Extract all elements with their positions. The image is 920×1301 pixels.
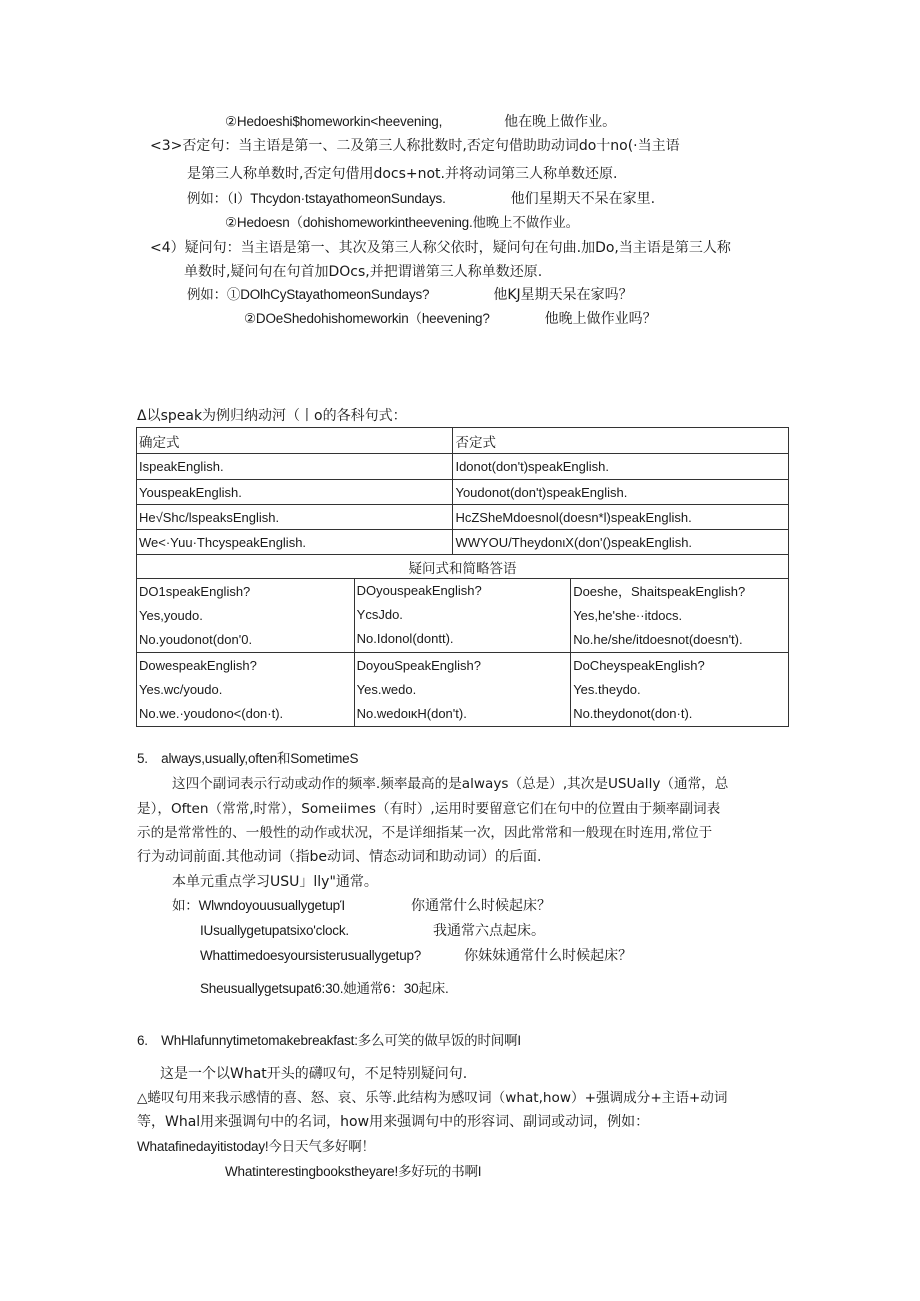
example-english: Whattimedoesyoursisterusuallygetup? [200,948,422,963]
affirmative-cell: We<·Yuu·ThcyspeakEnglish. [137,530,453,555]
negative-sentence-title: <3>否定句：当主语是第一、二及第三人称批数时,否定句借助助动词do十no(·当主语 [150,138,680,154]
question-cell [354,579,571,653]
example-chinese: 你通常什么时候起床？ [410,898,551,914]
section-5-paragraph: 是），Often（常常,时常），Someiimes（有时）,运用时要留意它们在句中的位置由于频率副词表 [137,801,721,817]
example-english: 例如：①DOlhCyStayathomeonSundays? [187,287,430,302]
yes-answer: YcsJdo. [356,607,403,622]
usually-example-4: Sheusuallygetsupat6:30.她通常6：30起床. [200,981,449,996]
question-sentence-title: <4）疑问句：当主语是第一、其次及第三人称父依时，疑问句在句曲.加Do,当主语是第三人称 [150,240,731,256]
example-chinese: 他在晚上做作业。 [504,114,617,130]
question-cell [137,579,355,653]
negative-cell: Youdonot(don't)speakEnglish. [453,480,789,505]
table-row [137,505,789,530]
no-answer: No.theydonot(don·t). [573,705,693,721]
example-english: ②Hedoeshi$homeworkin<heevening, [225,114,443,129]
section-5-paragraph: 行为动词前面.其他动词（指be动词、情态动词和助动词）的后面. [137,849,542,865]
question-example-2 [244,310,657,328]
affirmative-cell: IspeakEnglish. [137,454,453,480]
question-row [137,653,789,727]
table-header-row [137,428,789,454]
no-answer: No.he/she/itdoesnot(doesn't). [573,631,743,647]
negative-example-1 [187,190,655,208]
table-row [137,530,789,555]
yes-answer: Yes,youdo. [139,607,203,623]
example-chinese: 你妹妹通常什么时候起床？ [464,948,633,964]
negative-example-2: ②Hedoesn（dohishomeworkintheevening.他晚上不做作业。 [225,215,579,230]
example-english: IUsuallygetupatsixo'clock. [200,923,349,938]
yes-answer: Yes.theydo. [573,681,641,697]
speak-sentence-table [136,427,789,727]
section-5-focus: 本单元重点学习USU」lly"通常。 [172,874,378,890]
usually-example-1 [172,897,551,915]
question-text: DO1speakEnglish? [139,583,251,599]
question-cell [571,653,789,727]
question-text: DOyouspeakEnglish? [356,583,482,598]
table-caption: Δ以speak为例归纳动河（丨o的各科句式： [137,408,407,424]
example-english: 如：WlwndoyouusuallygetupΊ [172,898,345,913]
example-chinese: 他们星期天不呆在家里. [510,191,656,207]
no-answer: No.youdonot(don'0. [139,631,253,647]
table-row [137,480,789,505]
exclamation-example-2: Whatinterestingbookstheyare!多好玩的书啊I [225,1164,482,1179]
usually-example-3 [200,947,632,965]
section-5-paragraph: 这四个副词表示行动或动作的频率.频率最高的是always（总是）,其次是USUally（通常，总 [172,776,729,792]
example-chinese: 我通常六点起床。 [432,923,545,939]
yes-answer: Yes.wc/youdo. [139,681,223,697]
question-row [137,579,789,653]
question-text: DoyouSpeakEnglish? [356,657,481,673]
question-text: DowespeakEnglish? [139,657,257,673]
question-header-row [137,555,789,579]
section-5-heading: 5. always,usually,often和SometimeS [137,751,359,766]
example-english: 例如：（I）Thcydon·tstayathomeonSundays. [187,191,446,206]
affirmative-cell: He√Shc/lspeaksEnglish. [137,505,453,530]
negative-header: 否定式 [453,428,789,454]
yes-answer: Yes.wedo. [356,681,417,697]
example-english: ②DOeShedohishomeworkin（heevening? [244,311,490,326]
table-row [137,454,789,480]
exclamation-example-1: Whatafinedayitistoday!今日天气多好啊！ [137,1139,375,1154]
affirmative-cell: YouspeakEnglish. [137,480,453,505]
question-example-1 [187,286,633,304]
section-5-paragraph: 示的是常常性的、一般性的动作或状况，不是详细指某一次，因此常常和一般现在时连用,常位于 [137,825,713,841]
question-text: Doeshe，ShaitspeakEnglish? [573,583,746,599]
usually-example-2 [200,922,545,940]
question-cell [571,579,789,653]
neg-example-line [225,113,616,131]
affirmative-header: 确定式 [137,428,453,454]
question-sentence-rule: 单数时,疑问句在句首加DOcs,并把谓谱第三人称单数还原. [184,264,543,280]
section-6-heading: 6. WhHlafunnytimetomakebreakfast:多么可笑的做早饭的时间啊I [137,1033,521,1048]
question-cell [137,653,355,727]
negative-sentence-rule: 是第三人称单数时,否定句借用docs+not.并将动词第三人称单数还原. [187,166,618,182]
question-header: 疑问式和简略答语 [137,555,789,579]
yes-answer: Yes,he'she··itdocs. [573,607,683,623]
section-6-paragraph: 这是一个以What开头的礴叹句，不足特别疑问句. [160,1066,468,1082]
example-chinese: 他KJ星期天呆在家吗？ [493,287,633,303]
negative-cell: HcZSheMdoesnol(doesn*l)speakEnglish. [453,505,789,530]
negative-cell: Idonot(don't)speakEnglish. [453,454,789,480]
question-text: DoCheyspeakEnglish? [573,657,705,673]
no-answer: No.wedoικH(don't). [356,705,467,721]
negative-cell: WWYOU/TheydonιX(don'()speakEnglish. [453,530,789,555]
section-6-paragraph: △蜷叹句用来我示感情的喜、怒、哀、乐等.此结构为感叹词（what,how）+强调成分+主语+动词 [137,1090,728,1106]
example-chinese: 他晚上做作业吗？ [544,311,657,327]
no-answer: No.we.·youdono<(don·t). [139,705,284,721]
section-6-paragraph: 等，Whal用来强调句中的名词，how用来强调句中的形容词、副词或动词，例如： [137,1114,650,1130]
question-cell [354,653,571,727]
no-answer: No.Idonol(dontt). [356,631,454,646]
